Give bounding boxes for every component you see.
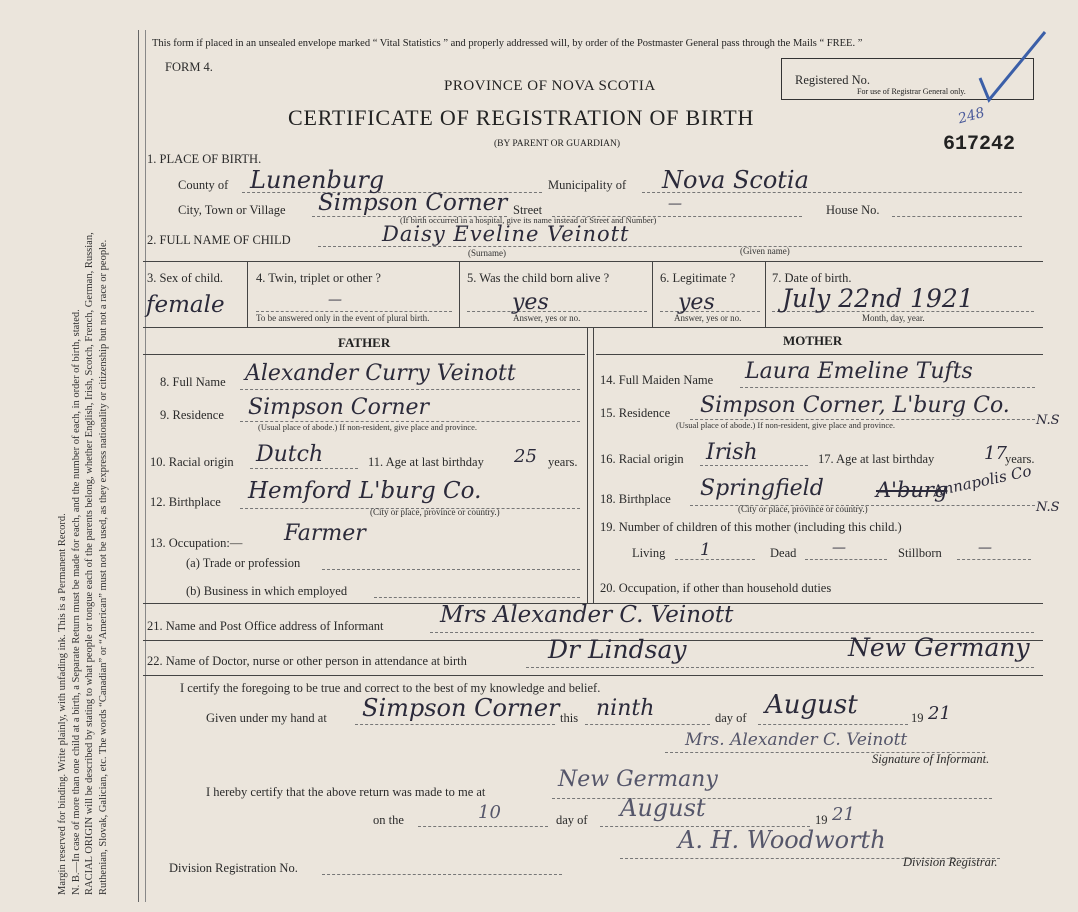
mother-heading: MOTHER xyxy=(783,333,843,348)
informant-value: Mrs Alexander C. Veinott xyxy=(440,602,734,628)
signature-label: Signature of Informant. xyxy=(872,752,990,766)
father-name-value: Alexander Curry Veinott xyxy=(245,361,516,386)
father-racial-value: Dutch xyxy=(256,442,324,467)
margin-rule xyxy=(138,30,139,902)
father-residence-note: (Usual place of abode.) If non-resident, give place and province. xyxy=(258,422,478,432)
mother-residence-note: (Usual place of abode.) If non-resident, give place and province. xyxy=(676,420,896,430)
certify-year-value: 21 xyxy=(928,703,951,724)
given-place-value: Simpson Corner xyxy=(362,694,560,722)
legitimate-value: yes xyxy=(678,290,715,315)
division-registration-label: Division Registration No. xyxy=(169,861,298,875)
margin-line: Margin reserved for binding. Write plainly, with unfading ink. This is a Permanent Record. xyxy=(57,513,68,895)
father-residence-label: 9. Residence xyxy=(160,408,224,422)
living-label: Living xyxy=(632,546,666,560)
mother-residence-label: 15. Residence xyxy=(600,406,671,420)
check-mark-icon xyxy=(975,28,1055,108)
margin-line: RACIAL ORIGIN will be described by stating to what people or tongue each of the parents belong, whether English, Irish, Scotch, French, German, Russian, xyxy=(84,232,95,895)
margin-line: N. B.—In case of more than one child at a birth, a Separate Return must be made for each, and the number of each, in order of birth, stated. xyxy=(70,309,82,895)
date-of-birth-value: July 22nd 1921 xyxy=(782,284,974,313)
registrar-month-value: August xyxy=(620,794,706,822)
date-note: Month, day, year. xyxy=(862,313,925,323)
registrar-year-value: 21 xyxy=(832,804,855,825)
child-name-value: Daisy Eveline Veinott xyxy=(382,222,630,246)
father-age-suffix: years. xyxy=(548,455,578,469)
mother-birthplace-label: 18. Birthplace xyxy=(600,492,671,506)
mother-birthplace-county: Annapolis Co xyxy=(931,461,1034,501)
trade-label: (a) Trade or profession xyxy=(186,556,301,570)
division-registrar-label: Division Registrar. xyxy=(903,855,998,869)
mother-birthplace-struck: A'burg xyxy=(876,478,948,502)
born-alive-note: Answer, yes or no. xyxy=(513,313,581,323)
registered-no-label: Registered No. xyxy=(795,73,870,87)
informant-label: 21. Name and Post Office address of Informant xyxy=(147,619,384,633)
province-heading: PROVINCE OF NOVA SCOTIA xyxy=(444,78,656,94)
place-of-birth-heading: 1. PLACE OF BIRTH. xyxy=(147,152,262,166)
father-age-value: 25 xyxy=(514,446,537,467)
given-under-label: Given under my hand at xyxy=(206,711,327,725)
mother-residence-value: Simpson Corner, L'burg Co. xyxy=(700,393,1010,418)
registrar-day-value: 10 xyxy=(478,802,501,823)
municipality-label: Municipality of xyxy=(548,178,627,192)
registrar-statement: I hereby certify that the above return was made to me at xyxy=(206,785,486,799)
doctor-label: 22. Name of Doctor, nurse or other person in attendance at birth xyxy=(147,654,467,668)
registrar-year-prefix: 19 xyxy=(815,813,828,827)
margin-notes xyxy=(56,15,110,895)
municipality-value: Nova Scotia xyxy=(662,166,809,194)
sex-label: 3. Sex of child. xyxy=(147,271,224,285)
certify-month-value: August xyxy=(765,690,858,720)
mother-age-label: 17. Age at last birthday xyxy=(818,452,935,466)
certify-day-value: ninth xyxy=(596,696,655,721)
given-name-note: (Given name) xyxy=(740,246,790,256)
mother-racial-value: Irish xyxy=(706,440,758,465)
father-age-label: 11. Age at last birthday xyxy=(368,455,484,469)
father-heading: FATHER xyxy=(338,335,391,350)
twin-value: — xyxy=(328,292,342,308)
street-value: — xyxy=(668,196,682,212)
this-label: this xyxy=(560,711,579,725)
twin-note: To be answered only in the event of plural birth. xyxy=(256,313,430,323)
twin-label: 4. Twin, triplet or other ? xyxy=(256,271,381,285)
document-title: CERTIFICATE OF REGISTRATION OF BIRTH xyxy=(288,105,755,130)
surname-note: (Surname) xyxy=(468,248,506,258)
mother-occupation-label: 20. Occupation, if other than household duties xyxy=(600,581,832,595)
father-birthplace-value: Hemford L'burg Co. xyxy=(248,478,482,504)
stillborn-label: Stillborn xyxy=(898,546,942,560)
legitimate-label: 6. Legitimate ? xyxy=(660,271,736,285)
father-residence-value: Simpson Corner xyxy=(248,395,430,420)
registrar-day-of-label: day of xyxy=(556,813,588,827)
city-label: City, Town or Village xyxy=(178,203,286,217)
children-label: 19. Number of children of this mother (including this child.) xyxy=(600,520,902,534)
sex-value: female xyxy=(146,292,225,318)
doctor-place-value: New Germany xyxy=(848,633,1030,662)
dead-value: — xyxy=(832,540,846,556)
certify-year-prefix: 19 xyxy=(911,711,924,725)
county-value: Lunenburg xyxy=(250,166,385,194)
city-value: Simpson Corner xyxy=(318,190,508,216)
informant-signature: Mrs. Alexander C. Veinott xyxy=(685,730,908,750)
registrar-signature: A. H. Woodworth xyxy=(678,826,886,854)
date-of-birth-label: 7. Date of birth. xyxy=(772,271,852,285)
born-alive-value: yes xyxy=(512,290,549,315)
mother-residence-ns: N.S xyxy=(1036,413,1060,428)
registrar-note: For use of Registrar General only. xyxy=(857,87,966,96)
living-value: 1 xyxy=(700,540,711,560)
hospital-note: (If birth occurred in a hospital, give its name instead of Street and Number) xyxy=(400,215,657,225)
stamp-number-small: 248 xyxy=(956,104,987,128)
mother-birthplace-note: (City or place, province or country.) xyxy=(738,504,868,514)
mother-age-value: 17 xyxy=(984,443,1007,464)
mother-name-value: Laura Emeline Tufts xyxy=(745,359,973,384)
father-name-label: 8. Full Name xyxy=(160,375,226,389)
business-label: (b) Business in which employed xyxy=(186,584,348,598)
street-label: Street xyxy=(513,203,543,217)
doctor-name-value: Dr Lindsay xyxy=(548,635,687,664)
margin-line: Ruthenian, Slovak, Galician, etc. The words “Canadian” or “American” must not be used, as they express nationality or citizenship but not a race or people. xyxy=(97,239,109,895)
house-no-label: House No. xyxy=(826,203,880,217)
father-birthplace-label: 12. Birthplace xyxy=(150,495,221,509)
born-alive-label: 5. Was the child born alive ? xyxy=(467,271,610,285)
father-racial-label: 10. Racial origin xyxy=(150,455,234,469)
stillborn-value: — xyxy=(978,540,992,556)
mother-racial-label: 16. Racial origin xyxy=(600,452,684,466)
father-occupation-label: 13. Occupation:— xyxy=(150,536,243,550)
father-birthplace-note: (City or place, province or country.) xyxy=(370,507,500,517)
dead-label: Dead xyxy=(770,546,797,560)
legitimate-note: Answer, yes or no. xyxy=(674,313,742,323)
on-the-label: on the xyxy=(373,813,404,827)
registrar-place-value: New Germany xyxy=(558,767,718,792)
county-label: County of xyxy=(178,178,229,192)
mother-birthplace-value: Springfield xyxy=(700,476,824,501)
margin-rule xyxy=(145,30,146,902)
child-name-label: 2. FULL NAME OF CHILD xyxy=(147,233,291,247)
document-subtitle: (BY PARENT OR GUARDIAN) xyxy=(494,139,621,149)
mail-notice: This form if placed in an unsealed envelope marked “ Vital Statistics ” and properly addressed will, by order of the Postmaster General pass through the Mails “ FREE. ” xyxy=(152,38,863,49)
mother-birthplace-ns: N.S xyxy=(1036,500,1060,515)
mother-age-suffix: years. xyxy=(1005,452,1035,466)
father-occupation-value: Farmer xyxy=(284,521,366,546)
serial-number: 617242 xyxy=(943,133,1016,156)
mother-name-label: 14. Full Maiden Name xyxy=(600,373,714,387)
certify-day-of-label: day of xyxy=(715,711,747,725)
certify-statement: I certify the foregoing to be true and correct to the best of my knowledge and belief. xyxy=(180,681,601,695)
form-number: FORM 4. xyxy=(165,60,213,74)
